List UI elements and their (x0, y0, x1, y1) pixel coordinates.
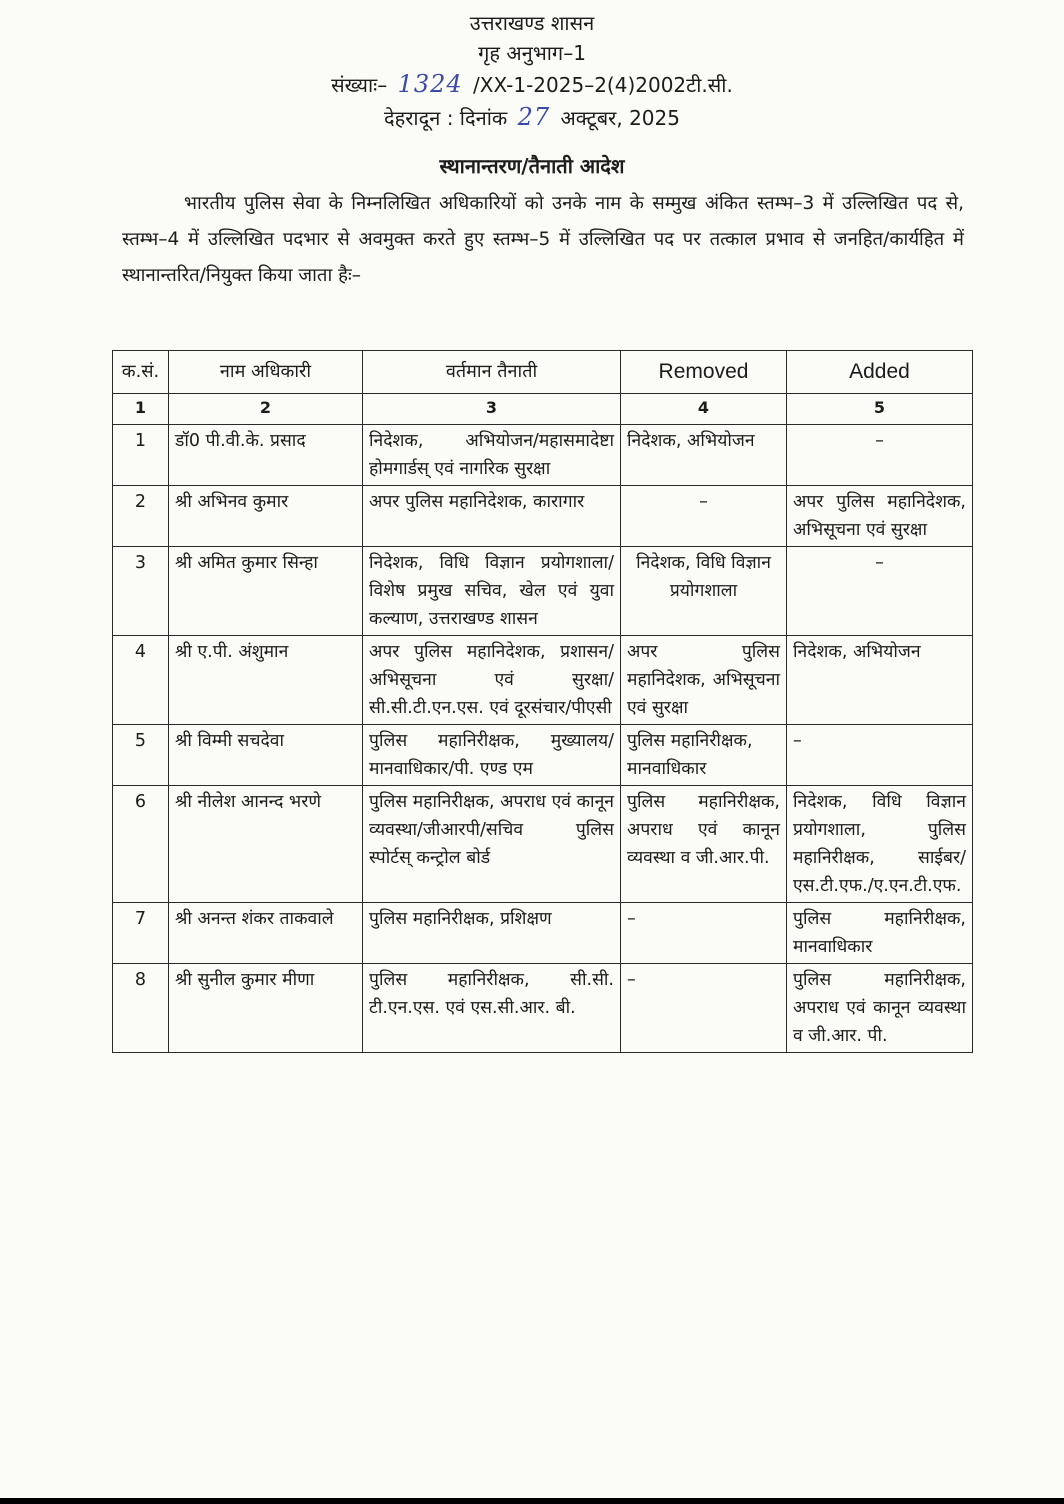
cell-serial: 7 (113, 903, 169, 964)
cell-officer-name: श्री अभिनव कुमार (169, 486, 363, 547)
cell-officer-name: श्री अनन्त शंकर ताकवाले (169, 903, 363, 964)
table-header-row (113, 351, 973, 394)
column-number: 5 (787, 394, 973, 425)
cell-current-posting: पुलिस महानिरीक्षक, प्रशिक्षण (363, 903, 621, 964)
cell-removed: निदेशक, अभियोजन (621, 425, 787, 486)
cell-officer-name: डॉ0 पी.वी.के. प्रसाद (169, 425, 363, 486)
header-removed: Removed (621, 351, 787, 394)
table-row (113, 903, 973, 964)
header-serial: क.सं. (113, 351, 169, 394)
date-day: 27 (517, 103, 551, 131)
column-number: 2 (169, 394, 363, 425)
table-row (113, 786, 973, 903)
table-row (113, 425, 973, 486)
cell-added: अपर पुलिस महानिदेशक, अभिसूचना एवं सुरक्षा (787, 486, 973, 547)
place-date-label: देहरादून : दिनांक (384, 106, 508, 130)
cell-removed: निदेशक, विधि विज्ञान प्रयोगशाला (621, 547, 787, 636)
column-number: 1 (113, 394, 169, 425)
bottom-edge-bar (0, 1498, 1064, 1504)
cell-serial: 5 (113, 725, 169, 786)
government-name: उत्तराखण्ड शासन (469, 11, 595, 35)
cell-serial: 4 (113, 636, 169, 725)
cell-removed: अपर पुलिस महानिदेशक, अभिसूचना एवं सुरक्षा (621, 636, 787, 725)
cell-current-posting: निदेशक, विधि विज्ञान प्रयोगशाला/विशेष प्रमुख सचिव, खेल एवं युवा कल्याण, उत्तराखण्ड शासन (363, 547, 621, 636)
column-number: 3 (363, 394, 621, 425)
table-row (113, 486, 973, 547)
cell-current-posting: निदेशक, अभियोजन/महासमादेष्टा होमगार्डस् एवं नागरिक सुरक्षा (363, 425, 621, 486)
date-rest: अक्टूबर, 2025 (560, 106, 680, 130)
cell-serial: 2 (113, 486, 169, 547)
cell-officer-name: श्री अमित कुमार सिन्हा (169, 547, 363, 636)
reference-line (0, 68, 1064, 101)
cell-current-posting: अपर पुलिस महानिदेशक, प्रशासन/अभिसूचना एवं सुरक्षा/सी.सी.टी.एन.एस. एवं दूरसंचार/पीएसी (363, 636, 621, 725)
order-title: स्थानान्तरण/तैनाती आदेश (439, 154, 625, 178)
cell-added: पुलिस महानिरीक्षक, मानवाधिकार (787, 903, 973, 964)
cell-removed: – (621, 903, 787, 964)
cell-officer-name: श्री नीलेश आनन्द भरणे (169, 786, 363, 903)
cell-removed: – (621, 486, 787, 547)
cell-added: – (787, 725, 973, 786)
cell-removed: पुलिस महानिरीक्षक, मानवाधिकार (621, 725, 787, 786)
cell-added: पुलिस महानिरीक्षक, अपराध एवं कानून व्यवस्था व जी.आर. पी. (787, 964, 973, 1053)
cell-current-posting: अपर पुलिस महानिदेशक, कारागार (363, 486, 621, 547)
cell-added: – (787, 547, 973, 636)
header-name: नाम अधिकारी (169, 351, 363, 394)
cell-serial: 6 (113, 786, 169, 903)
cell-removed: पुलिस महानिरीक्षक, अपराध एवं कानून व्यवस्था व जी.आर.पी. (621, 786, 787, 903)
table-row (113, 964, 973, 1053)
ref-label: संख्याः– (331, 73, 388, 97)
cell-serial: 1 (113, 425, 169, 486)
cell-serial: 3 (113, 547, 169, 636)
letter-header (0, 8, 1064, 134)
table-row (113, 547, 973, 636)
cell-serial: 8 (113, 964, 169, 1053)
cell-added: निदेशक, अभियोजन (787, 636, 973, 725)
cell-removed: – (621, 964, 787, 1053)
column-number-row (113, 394, 973, 425)
cell-current-posting: पुलिस महानिरीक्षक, मुख्यालय/मानवाधिकार/पी. एण्ड एम (363, 725, 621, 786)
header-current-posting: वर्तमान तैनाती (363, 351, 621, 394)
table-row (113, 636, 973, 725)
cell-officer-name: श्री विम्मी सचदेवा (169, 725, 363, 786)
ref-suffix: /XX-1-2025–2(4)2002टी.सी. (473, 73, 733, 97)
header-added: Added (787, 351, 973, 394)
cell-current-posting: पुलिस महानिरीक्षक, अपराध एवं कानून व्यवस्था/जीआरपी/सचिव पुलिस स्पोर्टस् कन्ट्रोल बोर्ड (363, 786, 621, 903)
cell-officer-name: श्री ए.पी. अंशुमान (169, 636, 363, 725)
cell-added: – (787, 425, 973, 486)
transfer-table (112, 350, 973, 1053)
cell-added: निदेशक, विधि विज्ञान प्रयोगशाला, पुलिस महानिरीक्षक, साईबर/एस.टी.एफ./ए.एन.टी.एफ. (787, 786, 973, 903)
ref-number: 1324 (397, 70, 463, 98)
column-number: 4 (621, 394, 787, 425)
table-row (113, 725, 973, 786)
intro-paragraph: भारतीय पुलिस सेवा के निम्नलिखित अधिकारियों को उनके नाम के सम्मुख अंकित स्तम्भ–3 में उल्लिखित पद से, स्तम्भ–4 में उल्लिखित पदभार से अवमुक्त करते हुए स्तम्भ–5 में उल्लिखित पद पर तत्काल प्रभाव से जनहित/कार्यहित में स्थानान्तरित/नियुक्त किया जाता हैः– (122, 193, 964, 286)
department-name: गृह अनुभाग–1 (478, 41, 586, 65)
date-line (0, 101, 1064, 134)
cell-current-posting: पुलिस महानिरीक्षक, सी.सी. टी.एन.एस. एवं एस.सी.आर. बी. (363, 964, 621, 1053)
cell-officer-name: श्री सुनील कुमार मीणा (169, 964, 363, 1053)
